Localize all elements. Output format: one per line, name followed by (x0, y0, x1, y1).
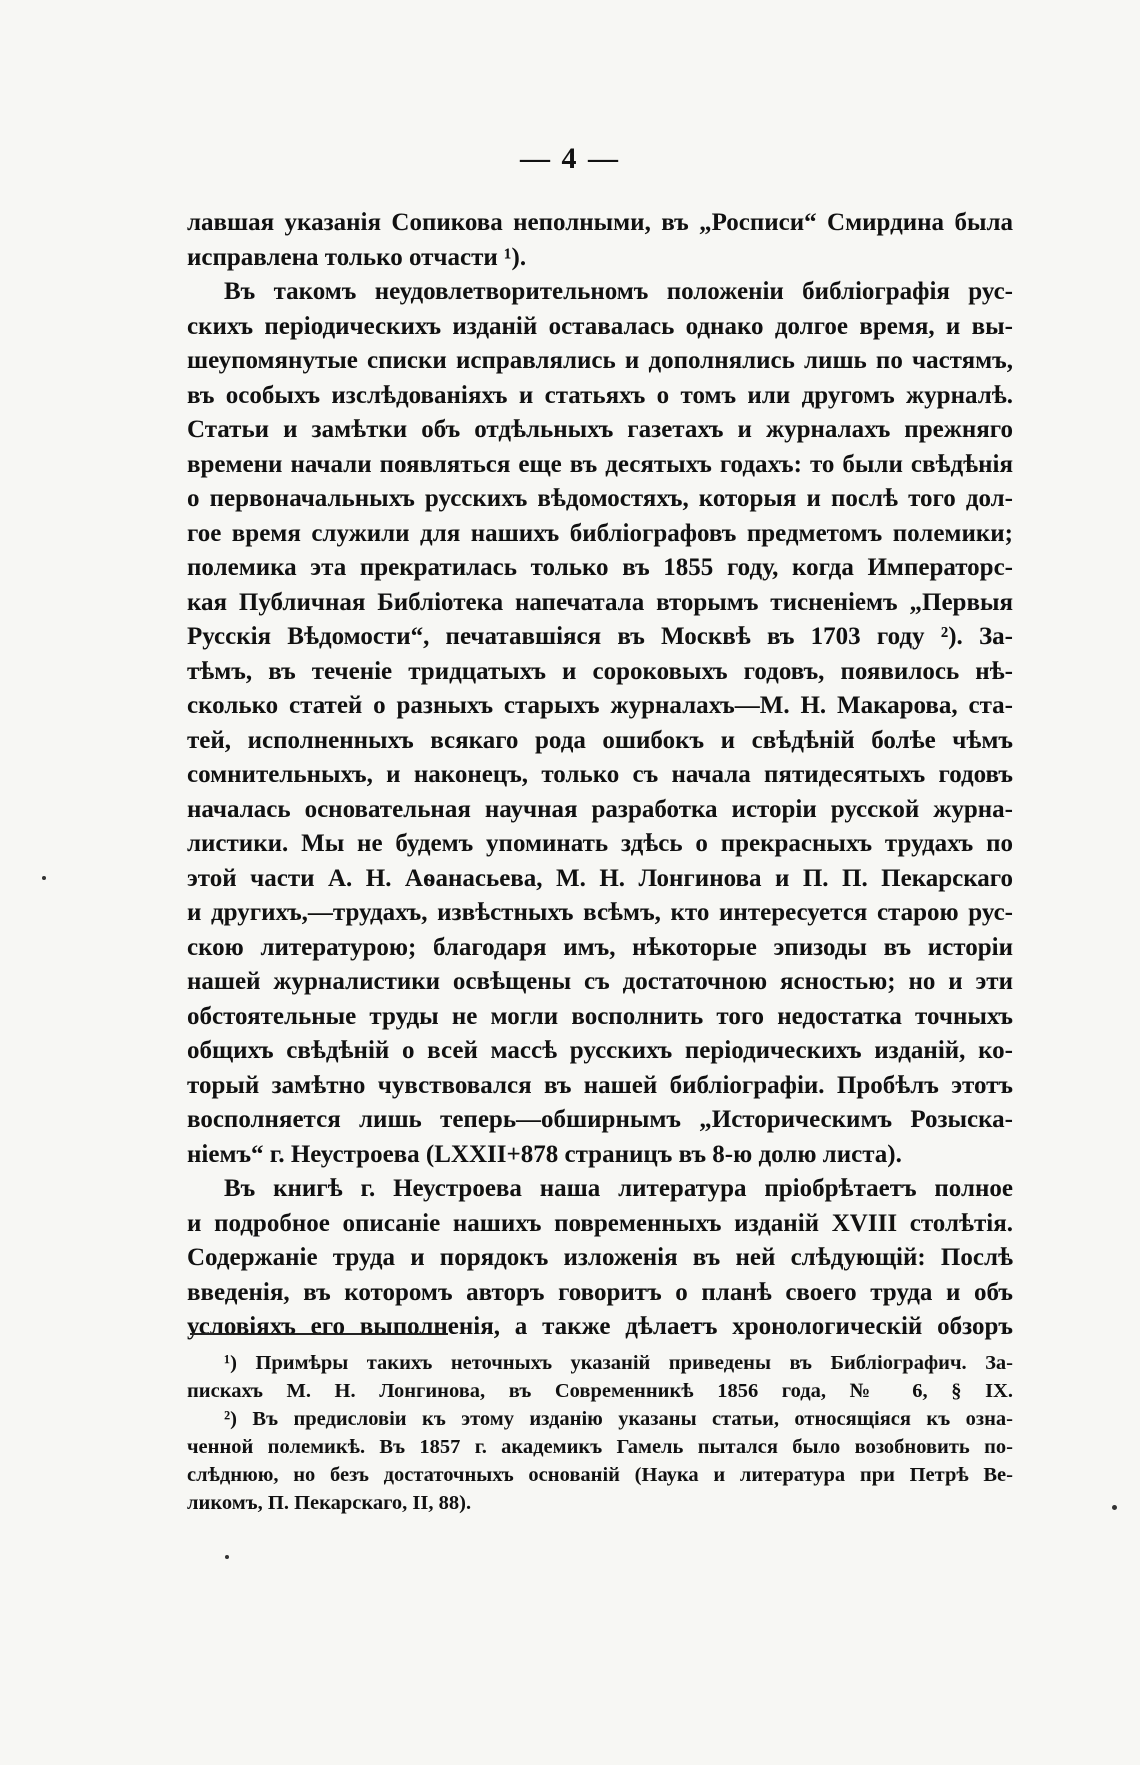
body-line: торый замѣтно чувствовался въ нашей библіографіи. Пробѣлъ этотъ (187, 1072, 1013, 1099)
body-line: сомнительныхъ, и наконецъ, только съ начала пятидесятыхъ годовъ (187, 761, 1013, 788)
body-line: Статьи и замѣтки объ отдѣльныхъ газетахъ и журналахъ прежняго (187, 416, 1013, 443)
body-line: и другихъ,—трудахъ, извѣстныхъ всѣмъ, кто интересуется старою рус- (187, 899, 1013, 926)
body-line: сколько статей о разныхъ старыхъ журналахъ—М. Н. Макарова, ста- (187, 692, 1013, 719)
body-line: кая Публичная Библіотека напечатала вторымъ тисненіемъ „Первыя (187, 589, 1013, 616)
body-line: полемика эта прекратилась только въ 1855 году, когда Императорс- (187, 554, 1013, 581)
body-line: лавшая указанія Сопикова неполными, въ „Росписи“ Смирдина была (187, 209, 1013, 236)
body-line: Въ такомъ неудовлетворительномъ положеніи библіографія рус- (224, 278, 1013, 305)
body-line: введенія, въ которомъ авторъ говоритъ о планѣ своего труда и объ (187, 1279, 1013, 1306)
scan-speck (225, 1555, 229, 1559)
body-line: восполняется лишь теперь—обширнымъ „Историческимъ Розыска- (187, 1106, 1013, 1133)
body-line: обстоятельные труды не могли восполнить того недостатка точныхъ (187, 1003, 1013, 1030)
scan-speck (42, 876, 46, 880)
body-line: времени начали появляться еще въ десятыхъ годахъ: то были свѣдѣнія (187, 451, 1013, 478)
footnote-line: ²) Въ предисловіи къ этому изданію указаны статьи, относящіяся къ озна- (224, 1408, 1013, 1430)
footnote-line: ченной полемикѣ. Въ 1857 г. академикъ Гамель пытался было возобновить по- (187, 1436, 1013, 1458)
body-line: тей, исполненныхъ всякаго рода ошибокъ и свѣдѣній болѣе чѣмъ (187, 727, 1013, 754)
body-line: Въ книгѣ г. Неустроева наша литература пріобрѣтаетъ полное (224, 1175, 1013, 1202)
footnote-line: пискахъ М. Н. Лонгинова, въ Современникѣ 1856 года, № 6, § IX. (187, 1380, 1013, 1402)
page-number: — 4 — (520, 142, 620, 175)
body-line: въ особыхъ изслѣдованіяхъ и статьяхъ о томъ или другомъ журналѣ. (187, 382, 1013, 409)
footnote-separator (190, 1333, 448, 1335)
body-line: общихъ свѣдѣній о всей массѣ русскихъ періодическихъ изданій, ко- (187, 1037, 1013, 1064)
body-line: условіяхъ его выполненія, а также дѣлаетъ хронологическій обзоръ (187, 1313, 1013, 1340)
footnote-line: ликомъ, П. Пекарскаго, II, 88). (187, 1492, 472, 1514)
body-line: листики. Мы не будемъ упоминать здѣсь о прекрасныхъ трудахъ по (187, 830, 1013, 857)
footnote-line: слѣднюю, но безъ достаточныхъ основаній (Наука и литература при Петрѣ Ве- (187, 1464, 1013, 1486)
body-line: Содержаніе труда и порядокъ изложенія въ ней слѣдующій: Послѣ (187, 1244, 1013, 1271)
body-line: скою литературою; благодаря имъ, нѣкоторые эпизоды въ исторіи (187, 934, 1013, 961)
body-line: и подробное описаніе нашихъ повременныхъ изданій XVIII столѣтія. (187, 1210, 1013, 1237)
body-line: гое время служили для нашихъ библіографовъ предметомъ полемики; (187, 520, 1013, 547)
body-line: тѣмъ, въ теченіе тридцатыхъ и сороковыхъ годовъ, появилось нѣ- (187, 658, 1013, 685)
body-line: исправлена только отчасти ¹). (187, 244, 527, 271)
body-line: нашей журналистики освѣщены съ достаточною ясностью; но и эти (187, 968, 1013, 995)
body-line: шеупомянутые списки исправлялись и дополнялись лишь по частямъ, (187, 347, 1013, 374)
footnote-line: ¹) Примѣры такихъ неточныхъ указаній приведены въ Библіографич. За- (224, 1352, 1013, 1374)
body-line: Русскія Вѣдомости“, печатавшіяся въ Москвѣ въ 1703 году ²). За- (187, 623, 1013, 650)
body-line: этой части А. Н. Аѳанасьева, М. Н. Лонгинова и П. П. Пекарскаго (187, 865, 1013, 892)
body-line: ніемъ“ г. Неустроева (LXXII+878 страницъ въ 8-ю долю листа). (187, 1141, 902, 1168)
body-line: о первоначальныхъ русскихъ вѣдомостяхъ, которыя и послѣ того дол- (187, 485, 1013, 512)
body-line: началась основательная научная разработка исторіи русской журна- (187, 796, 1013, 823)
scan-speck (1112, 1505, 1117, 1510)
body-line: скихъ періодическихъ изданій оставалась однако долгое время, и вы- (187, 313, 1013, 340)
